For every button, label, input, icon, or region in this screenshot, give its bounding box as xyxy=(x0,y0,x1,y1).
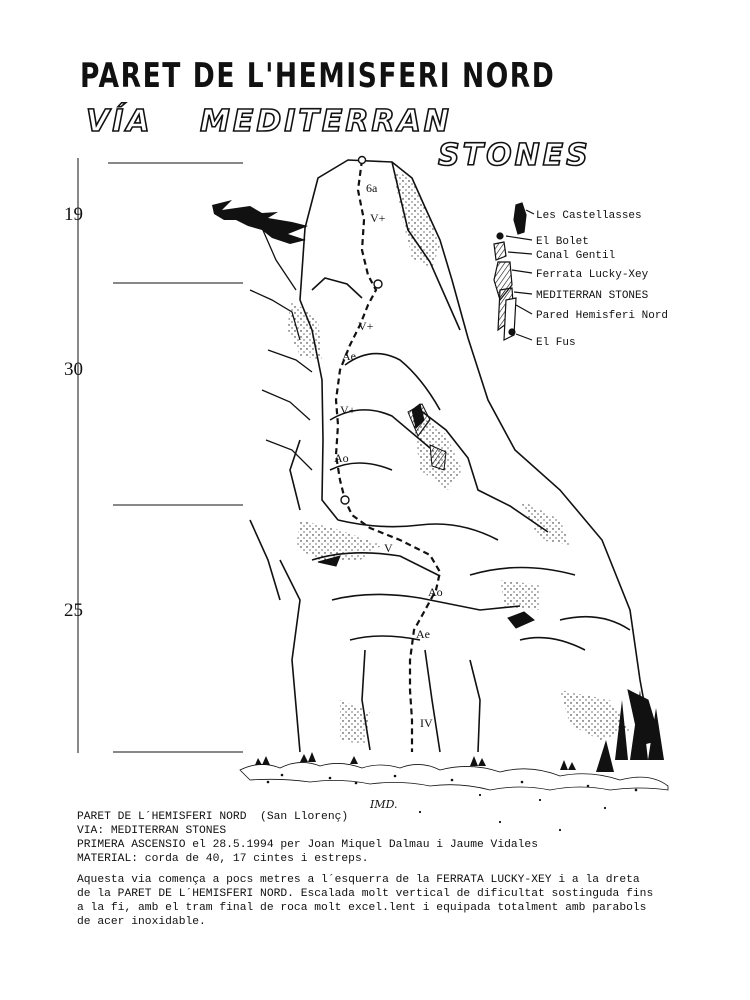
legend-item-mediterran-stones: MEDITERRAN STONES xyxy=(536,290,649,302)
grade-ae-2: Ae xyxy=(416,627,430,641)
artist-signature: IMD. xyxy=(370,798,398,811)
tree-illustration xyxy=(212,200,308,244)
legend-item-canal-gentil: Canal Gentil xyxy=(536,250,616,262)
via-title-word: VÍA xyxy=(86,104,153,139)
info-line-first-ascent: PRIMERA ASCENSIO el 28.5.1994 per Joan Miquel Dalmau i Jaume Vidales xyxy=(77,839,538,851)
info-line-material: MATERIAL: corda de 40, 17 cintes i estreps. xyxy=(77,853,369,865)
route-info xyxy=(77,810,717,866)
grade-v-plus-2: V+ xyxy=(358,319,374,333)
description-line-1: Aquesta via comença a pocs metres a l´esquerra de la FERRATA LUCKY-XEY i a la dreta xyxy=(77,874,640,886)
grade-v-plus-1: V+ xyxy=(370,211,386,225)
route-description xyxy=(77,873,717,929)
rock-dark-areas xyxy=(318,404,660,745)
grade-ao-1: Ao xyxy=(334,451,349,465)
grade-v: V xyxy=(384,541,393,555)
grade-ae-1: Ae xyxy=(342,349,356,363)
info-wall-name: PARET DE L´HEMISFERI NORD xyxy=(77,811,247,823)
info-wall-location: (San Llorenç) xyxy=(260,811,349,823)
route-title-word: MEDITERRAN xyxy=(200,104,452,139)
description-line-2: de la PARET DE L´HEMISFERI NORD. Escalada molt vertical de dificultat sostinguda fins xyxy=(77,888,654,900)
belay-stance-upper xyxy=(374,280,382,288)
pitch-scale xyxy=(78,158,243,753)
legend-item-ferrata-lucky-xey: Ferrata Lucky-Xey xyxy=(536,269,649,281)
grade-iv: IV xyxy=(420,716,433,730)
grade-6a: 6a xyxy=(366,181,378,195)
pitch-length-2: 30 xyxy=(64,359,83,380)
grade-v-plus-3: V+ xyxy=(340,403,356,417)
stones-title-word: STONES xyxy=(438,138,591,173)
page-title: PARET DE L'HEMISFERI NORD xyxy=(80,56,556,96)
pitch-length-1: 19 xyxy=(64,204,83,225)
description-line-4: de acer inoxidable. xyxy=(77,916,206,928)
pitch-length-3: 25 xyxy=(64,600,83,621)
info-line-via: VIA: MEDITERRAN STONES xyxy=(77,825,227,837)
belay-stance-top xyxy=(359,157,366,164)
info-line-wall xyxy=(77,810,717,824)
legend-map xyxy=(494,203,534,340)
legend-item-les-castellasses: Les Castellasses xyxy=(536,210,642,222)
description-line-3: a la fi, amb el tram final de roca molt excel.lent i equipada totalment amb parabols xyxy=(77,902,647,914)
legend-item-pared-hemisferi-nord: Pared Hemisferi Nord xyxy=(536,310,669,322)
grade-ao-2: Ao xyxy=(428,585,443,599)
legend-item-el-fus: El Fus xyxy=(536,337,576,349)
belay-stance-mid xyxy=(341,496,349,504)
legend-item-el-bolet: El Bolet xyxy=(536,236,589,248)
